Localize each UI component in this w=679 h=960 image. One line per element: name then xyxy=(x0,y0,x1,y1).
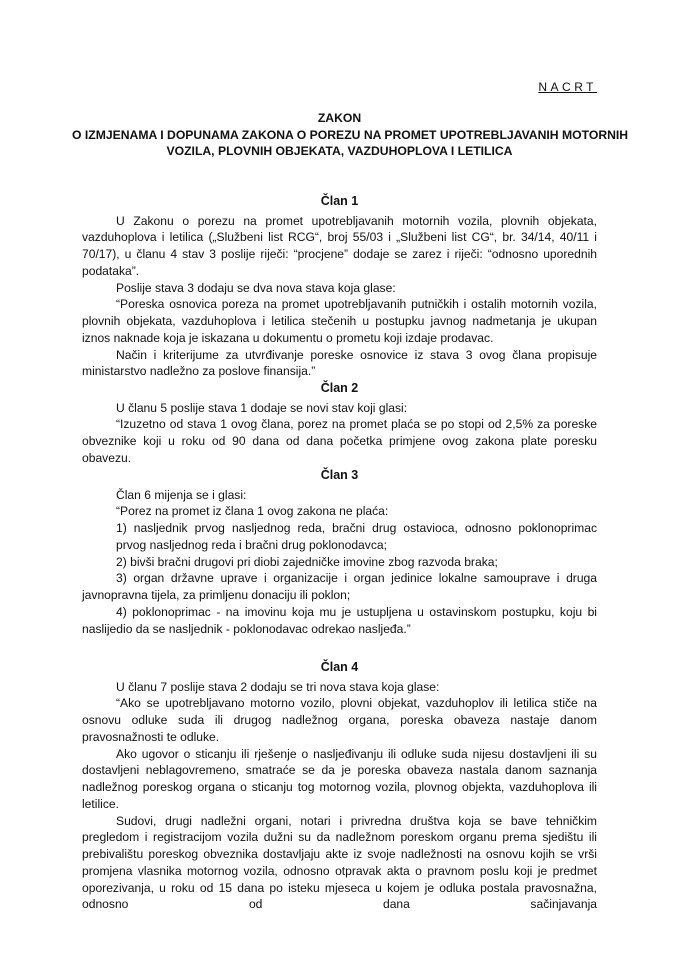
paragraph: “Ako se upotrebljavano motorno vozilo, plovni objekat, vazduhoplov ili letilica stiče na osnovu odluke suda ili drugog nadležnog organa, poreska obaveza nastaje danom pravosnažnosti te odluke. xyxy=(82,696,597,744)
article-1 xyxy=(82,193,597,380)
paragraph: Poslije stava 3 dodaju se dva nova stava koja glase: xyxy=(116,280,396,295)
paragraph: “Poreska osnovica poreza na promet upotrebljavanih putničkih i ostalih motornih vozila, plovnih objekata, vazduhoplova i letilica stečenih u postupku javnog nadmetanja je ukupan iznos naknade koja je iskazana u dokumentu o prometu koji izdaje prodavac. xyxy=(82,297,597,345)
article-3 xyxy=(82,467,597,637)
title-line-2: VOZILA, PLOVNIH OBJEKATA, VAZDUHOPLOVA I LETILICA xyxy=(166,144,513,158)
paragraph: Član 6 mijenja se i glasi: xyxy=(116,487,247,502)
paragraph: Sudovi, drugi nadležni organi, notari i privredna društva koja se bave tehničkim pregledom i registracijom vozila dužni su da nadležnom poreskom organu prema sjedištu ili prebivalištu poreskog obveznika dostavljaju akte iz svoje nadležnosti na osnovu kojih se vrši promjena vlasnika motornog vozila, odnosno otpravak akta o pravnom poslu koji je predmet oporezivanja, u roku od 15 dana po isteku mjeseca u kojem je odluka postala pravosnažna, odnosno od dana sačinjavanja xyxy=(82,813,597,912)
list-item: 3) organ državne uprave i organizacije i organ jedinice lokalne samouprave i druga javnopravna tijela, za primljenu donaciju ili poklon; xyxy=(82,571,597,603)
draft-label: NACRT xyxy=(538,80,597,94)
list-item: 2) bivši bračni drugovi pri diobi zajedničke imovine zbog razvoda braka; xyxy=(116,554,498,569)
article-heading: Član 3 xyxy=(320,468,359,482)
article-4 xyxy=(82,659,597,913)
paragraph: U Zakonu o porezu na promet upotrebljavanih motornih vozila, plovnih objekata, vazduhoplova i letilica („Službeni list RCG“, broj 55/03 i „Službeni list CG“, br. 34/14, 40/11 i 70/17), u članu 4 stav 3 poslije riječi: “procjene” dodaje se zarez i riječi: “odnosno uporednih podataka”. xyxy=(82,213,597,278)
paragraph: “Izuzetno od stava 1 ovog člana, porez na promet plaća se po stopi od 2,5% za poreske obveznike koji u roku od 90 dana od dana početka primjene ovog zakona plate poresku obavezu. xyxy=(82,417,597,465)
title-line-1: O IZMJENAMA I DOPUNAMA ZAKONA O POREZU NA PROMET UPOTREBLJAVANIH MOTORNIH xyxy=(72,127,629,142)
article-heading: Član 4 xyxy=(320,660,359,674)
paragraph: Način i kriterijume za utvrđivanje poreske osnovice iz stava 3 ovog člana propisuje ministarstvo nadležno za poslove finansija.” xyxy=(82,347,597,379)
article-heading: Član 1 xyxy=(320,194,359,208)
list-item: 4) poklonoprimac - na imovinu koja mu je ustupljena u ostavinskom postupku, koju bi naslijedio da se nasljednik - poklonodavac odrekao nasljeđa.” xyxy=(82,604,597,636)
paragraph: “Porez na promet iz člana 1 ovog zakona ne plaća: xyxy=(116,504,389,519)
paragraph: U članu 5 poslije stava 1 dodaje se novi stav koji glasi: xyxy=(116,400,408,415)
title-zakon: ZAKON xyxy=(317,111,362,125)
article-heading: Član 2 xyxy=(320,381,359,395)
paragraph: Ako ugovor o sticanju ili rješenje o nasljeđivanju ili odluke suda nijesu dostavljeni ili su dostavljeni neblagovremeno, smatraće se da je poreska obaveza nastala danom saznanja nadležnog poreskog organa o sticanju tog motornog vozila, plovnog objekta, vazduhoplova ili letilice. xyxy=(82,746,597,811)
law-title xyxy=(72,110,629,160)
article-2 xyxy=(82,380,597,467)
paragraph: U članu 7 poslije stava 2 dodaju se tri nova stava koja glase: xyxy=(116,679,440,694)
list-item: 1) nasljednik prvog nasljednog reda, bračni drug ostavioca, odnosno poklonoprimac prvog nasljednog reda i bračni drug poklonodavca; xyxy=(116,521,597,552)
